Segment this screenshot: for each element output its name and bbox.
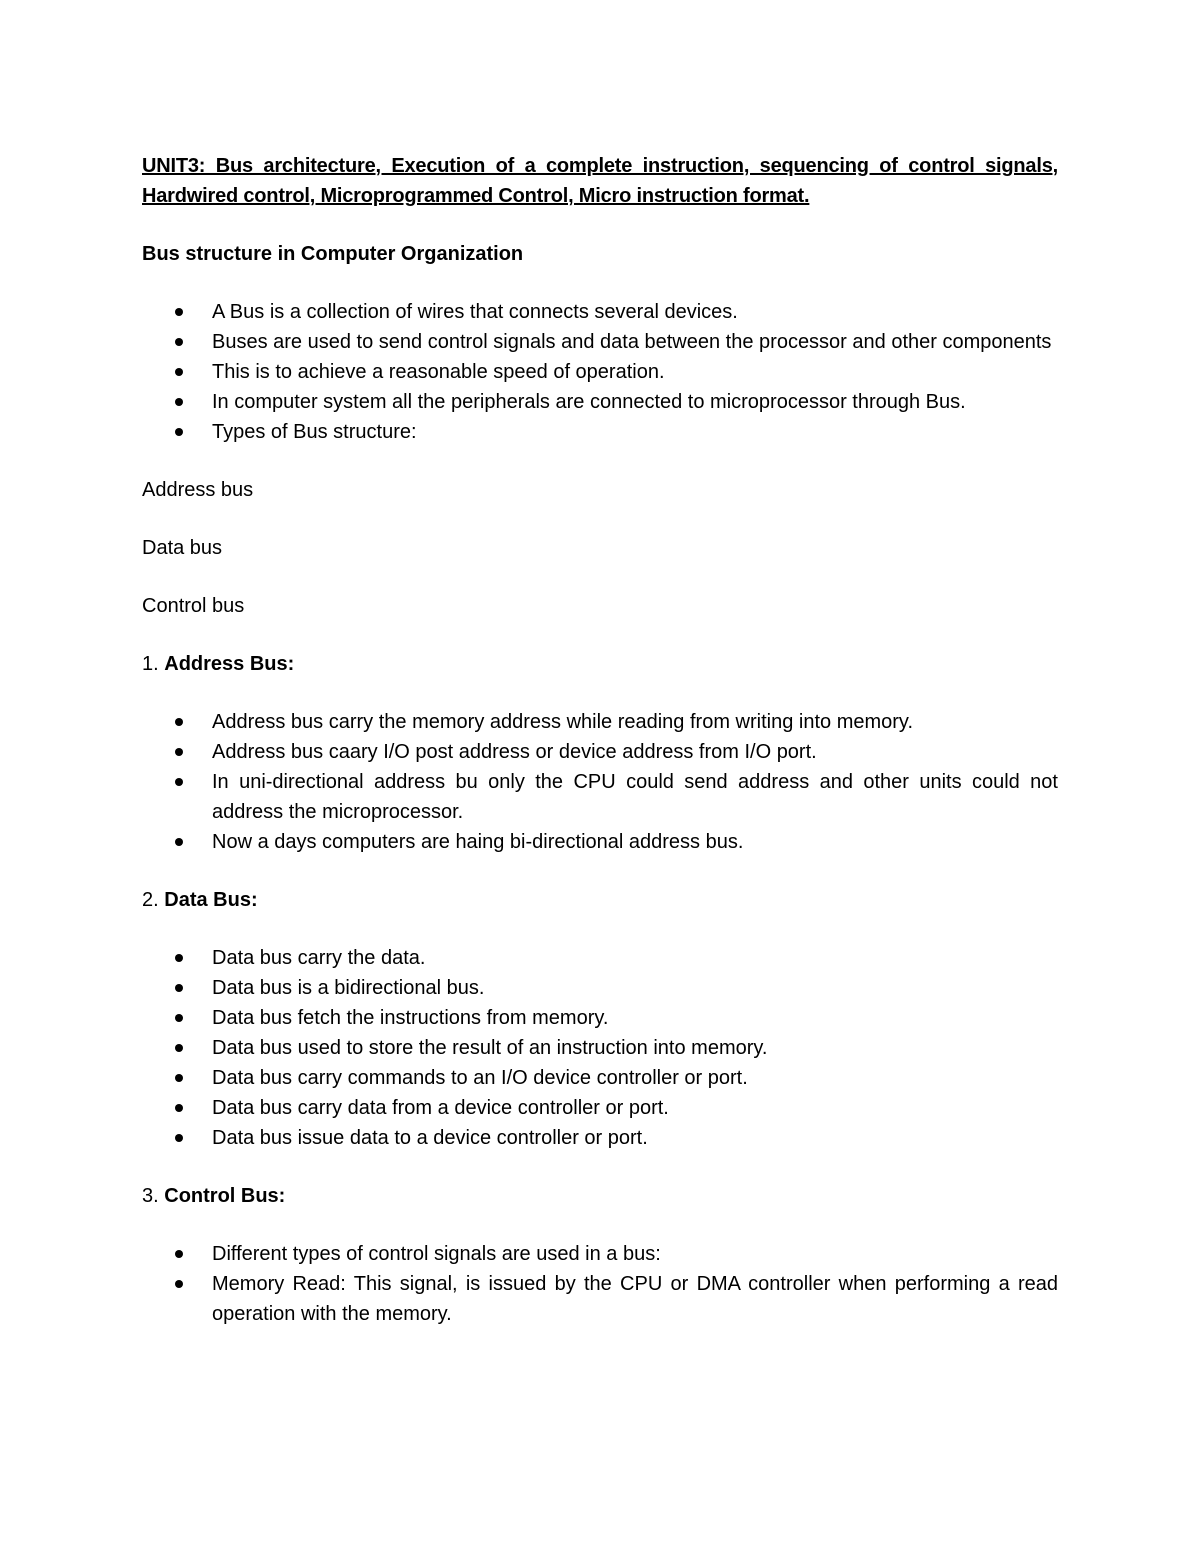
bullet-icon: [175, 954, 183, 962]
bus-type-data: Data bus: [142, 537, 223, 559]
list-item: Different types of control signals are used in a bus:: [142, 1239, 1058, 1269]
control-bus-bullet-list: [142, 1239, 1058, 1329]
unit-title: [142, 151, 1058, 211]
list-item: Data bus fetch the instructions from memory.: [142, 1003, 1058, 1033]
address-bus-number: 1.: [142, 653, 159, 675]
bullet-icon: [175, 398, 183, 406]
list-item: Data bus carry commands to an I/O device controller or port.: [142, 1063, 1058, 1093]
bus-type-control: Control bus: [142, 595, 245, 617]
list-item: This is to achieve a reasonable speed of operation.: [142, 357, 1058, 387]
bullet-icon: [175, 1250, 183, 1258]
list-item: Address bus carry the memory address while reading from writing into memory.: [142, 707, 1058, 737]
control-bus-number: 3.: [142, 1185, 159, 1207]
data-bus-heading: [142, 885, 1058, 915]
bullet-icon: [175, 718, 183, 726]
list-item: In uni-directional address bu only the CPU could send address and other units could not address the microprocessor.: [142, 767, 1058, 827]
bullet-icon: [175, 1044, 183, 1052]
list-item: Data bus carry data from a device controller or port.: [142, 1093, 1058, 1123]
data-bus-label: Data Bus:: [164, 889, 258, 911]
address-bus-bullet-list: [142, 707, 1058, 857]
section-heading: Bus structure in Computer Organization: [142, 243, 524, 265]
list-item: Address bus caary I/O post address or device address from I/O port.: [142, 737, 1058, 767]
bullet-icon: [175, 368, 183, 376]
bullet-icon: [175, 308, 183, 316]
address-bus-label: Address Bus:: [164, 653, 295, 675]
bullet-icon: [175, 748, 183, 756]
list-item: Types of Bus structure:: [142, 417, 1058, 447]
list-item: Data bus is a bidirectional bus.: [142, 973, 1058, 1003]
bus-type-address: Address bus: [142, 479, 254, 501]
bullet-icon: [175, 1014, 183, 1022]
bullet-icon: [175, 338, 183, 346]
document-page: [142, 151, 1058, 1329]
list-item: A Bus is a collection of wires that connects several devices.: [142, 297, 1058, 327]
data-bus-number: 2.: [142, 889, 159, 911]
address-bus-heading: [142, 649, 1058, 679]
list-item: In computer system all the peripherals are connected to microprocessor through Bus.: [142, 387, 1058, 417]
data-bus-bullet-list: [142, 943, 1058, 1153]
control-bus-label: Control Bus:: [164, 1185, 286, 1207]
unit-title-line-2: Hardwired control, Microprogrammed Control, Micro instruction format.: [142, 185, 810, 207]
list-item: Data bus carry the data.: [142, 943, 1058, 973]
list-item: Data bus issue data to a device controller or port.: [142, 1123, 1058, 1153]
bullet-icon: [175, 1074, 183, 1082]
bullet-icon: [175, 984, 183, 992]
list-item: Now a days computers are haing bi-directional address bus.: [142, 827, 1058, 857]
control-bus-heading: [142, 1181, 1058, 1211]
unit-title-line-1: UNIT3: Bus architecture, Execution of a complete instruction, sequencing of control signals,: [142, 155, 1058, 177]
intro-bullet-list: [142, 297, 1058, 447]
bullet-icon: [175, 1280, 183, 1288]
bullet-icon: [175, 428, 183, 436]
list-item: Data bus used to store the result of an instruction into memory.: [142, 1033, 1058, 1063]
bullet-icon: [175, 1104, 183, 1112]
list-item: Memory Read: This signal, is issued by the CPU or DMA controller when performing a read operation with the memory.: [142, 1269, 1058, 1329]
bullet-icon: [175, 838, 183, 846]
bullet-icon: [175, 1134, 183, 1142]
list-item: Buses are used to send control signals and data between the processor and other components: [142, 327, 1058, 357]
bullet-icon: [175, 778, 183, 786]
